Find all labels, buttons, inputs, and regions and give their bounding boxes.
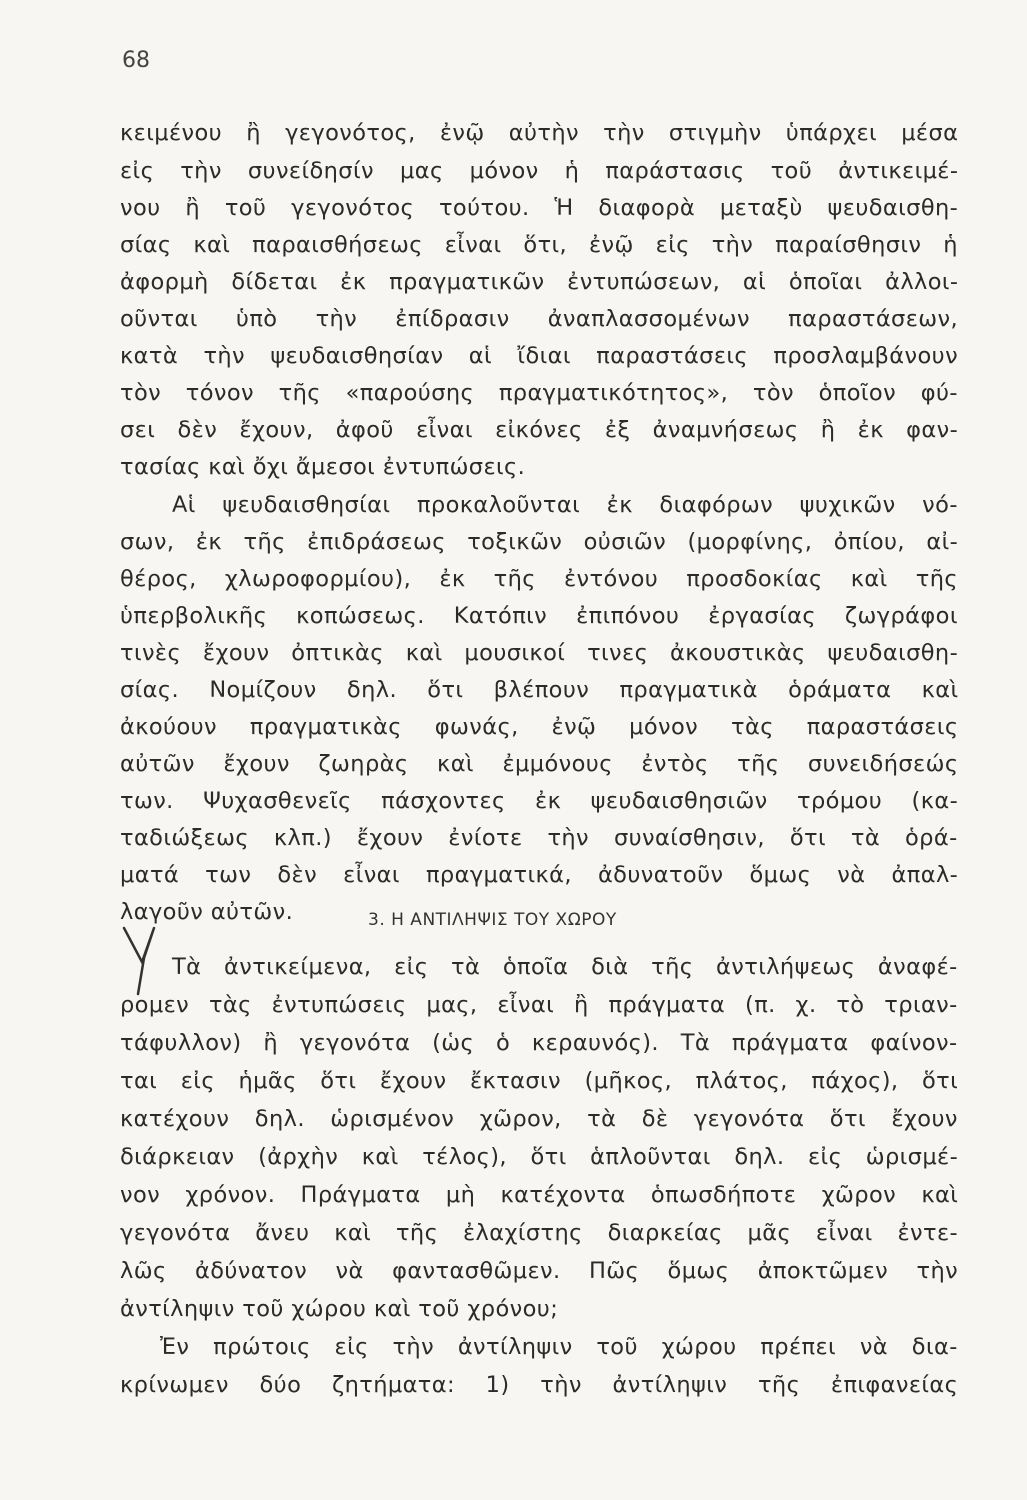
text-line: νον χρόνον. Πράγματα μὴ κατέχοντα ὁπωσδήποτε χῶρον καὶ	[120, 1182, 959, 1208]
text-line: αὐτῶν ἔχουν ζωηρὰς καὶ ἐμμόνους ἐντὸς τῆς συνειδήσεώς	[120, 751, 959, 777]
section-heading: 3. Η ΑΝΤΙΛΗΨΙΣ ΤΟΥ ΧΩΡΟΥ	[368, 910, 617, 930]
handwritten-mark-icon	[120, 918, 174, 998]
text-line: ἀκούουν πραγματικὰς φωνάς, ἐνῷ μόνον τὰς παραστάσεις	[120, 714, 959, 740]
text-line: οῦνται ὑπὸ τὴν ἐπίδρασιν ἀναπλασσομένων παραστάσεων,	[120, 306, 959, 332]
text-line: τινὲς ἔχουν ὀπτικὰς καὶ μουσικοί τινες ἀκουστικὰς ψευδαισθη-	[120, 640, 959, 666]
text-line: ταδιώξεως κλπ.) ἔχουν ἐνίοτε τὴν συναίσθησιν, ὅτι τὰ ὁρά-	[120, 825, 958, 851]
text-line: τὸν τόνον τῆς «παρούσης πραγματικότητος», τὸν ὁποῖον φύ-	[120, 380, 958, 406]
text-line: Τὰ ἀντικείμενα, εἰς τὰ ὁποῖα διὰ τῆς ἀντιλήψεως ἀναφέ-	[172, 954, 958, 980]
text-line: διάρκειαν (ἀρχὴν καὶ τέλος), ὅτι ἁπλοῦνται δηλ. εἰς ὡρισμέ-	[120, 1144, 959, 1170]
text-line: νου ἢ τοῦ γεγονότος τούτου. Ἡ διαφορὰ μεταξὺ ψευδαισθη-	[120, 195, 959, 221]
text-line: ρομεν τὰς ἐντυπώσεις μας, εἶναι ἢ πράγματα (π. χ. τὸ τριαν-	[120, 992, 958, 1018]
text-line: εἰς τὴν συνείδησίν μας μόνον ἡ παράστασις τοῦ ἀντικειμέ-	[120, 158, 959, 184]
text-line: ματά των δὲν εἶναι πραγματικά, ἀδυνατοῦν ὅμως νὰ ἀπαλ-	[120, 862, 959, 888]
text-line: σει δὲν ἔχουν, ἀφοῦ εἶναι εἰκόνες ἐξ ἀναμνήσεως ἢ ἐκ φαν-	[120, 417, 959, 443]
text-line: τασίας καὶ ὄχι ἄμεσοι ἐντυπώσεις.	[120, 454, 526, 480]
text-line: λῶς ἀδύνατον νὰ φαντασθῶμεν. Πῶς ὅμως ἀποκτῶμεν τὴν	[120, 1258, 959, 1284]
text-line: Αἱ ψευδαισθησίαι προκαλοῦνται ἐκ διαφόρων ψυχικῶν νό-	[172, 492, 958, 518]
text-line: σίας καὶ παραισθήσεως εἶναι ὅτι, ἐνῷ εἰς τὴν παραίσθησιν ἡ	[120, 232, 958, 258]
text-line: ἀντίληψιν τοῦ χώρου καὶ τοῦ χρόνου;	[120, 1296, 559, 1322]
text-line: κρίνωμεν δύο ζητήματα: 1) τὴν ἀντίληψιν τῆς ἐπιφανείας	[120, 1372, 959, 1398]
text-line: Ἐν πρώτοις εἰς τὴν ἀντίληψιν τοῦ χώρου πρέπει νὰ δια-	[160, 1334, 958, 1360]
text-line: ἀφορμὴ δίδεται ἐκ πραγματικῶν ἐντυπώσεων, αἱ ὁποῖαι ἀλλοι-	[120, 269, 959, 295]
text-line: σων, ἐκ τῆς ἐπιδράσεως τοξικῶν οὐσιῶν (μορφίνης, ὀπίου, αἰ-	[120, 529, 959, 555]
text-line: κατὰ τὴν ψευδαισθησίαν αἱ ἴδιαι παραστάσεις προσλαμβάνουν	[120, 343, 959, 369]
text-line: των. Ψυχασθενεῖς πάσχοντες ἐκ ψευδαισθησιῶν τρόμου (κα-	[120, 788, 959, 814]
text-line: ται εἰς ἡμᾶς ὅτι ἔχουν ἔκτασιν (μῆκος, πλάτος, πάχος), ὅτι	[120, 1068, 959, 1094]
text-line: λαγοῦν αὐτῶν.	[120, 899, 294, 925]
text-line: ὑπερβολικῆς κοπώσεως. Κατόπιν ἐπιπόνου ἐργασίας ζωγράφοι	[120, 603, 958, 629]
text-line: σίας. Νομίζουν δηλ. ὅτι βλέπουν πραγματικὰ ὁράματα καὶ	[120, 677, 959, 703]
text-line: κειμένου ἢ γεγονότος, ἐνῷ αὐτὴν τὴν στιγμὴν ὑπάρχει μέσα	[120, 120, 959, 146]
text-line: τάφυλλον) ἢ γεγονότα (ὡς ὁ κεραυνός). Τὰ πράγματα φαίνον-	[120, 1030, 958, 1056]
text-line: κατέχουν δηλ. ὡρισμένον χῶρον, τὰ δὲ γεγονότα ὅτι ἔχουν	[120, 1106, 958, 1132]
text-line: γεγονότα ἄνευ καὶ τῆς ἐλαχίστης διαρκείας μᾶς εἶναι ἐντε-	[120, 1220, 959, 1246]
page-number: 68	[122, 48, 150, 73]
text-line: θέρος, χλωροφορμίου), ἐκ τῆς ἐντόνου προσδοκίας καὶ τῆς	[120, 566, 958, 592]
